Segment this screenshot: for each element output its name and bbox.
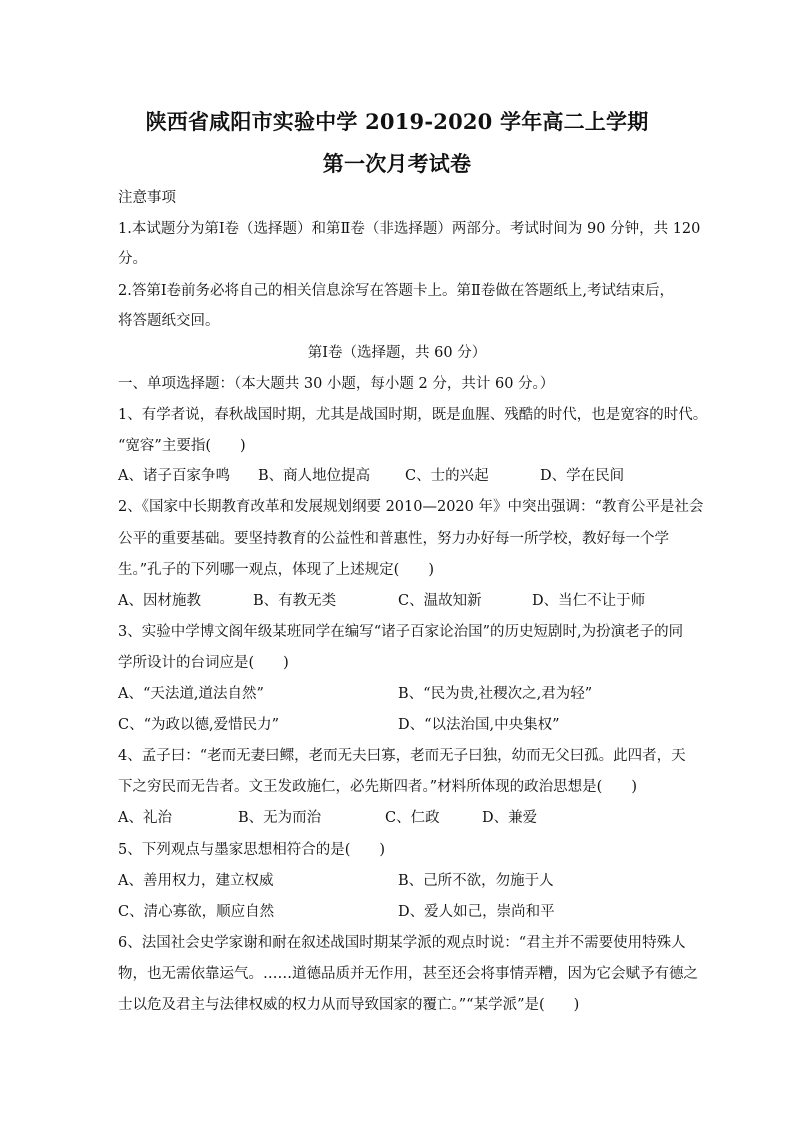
- question-2-option-a: A、因材施教: [118, 593, 201, 609]
- question-1-option-c: C、士的兴起: [405, 468, 489, 484]
- question-2-option-c: C、温故知新: [398, 593, 482, 609]
- question-3-line: 3、实验中学博文阁年级某班同学在编写“诸子百家论治国”的历史短剧时,为扮演老子的同: [118, 624, 684, 640]
- question-6-line: 物，也无需依靠运气。……道德品质并无作用，甚至还会将事情弄糟，因为它会赋予有德之: [118, 966, 698, 982]
- question-2-option-d: D、当仁不让于师: [532, 593, 646, 609]
- question-3-option-a: A、“天法道,道法自然”: [118, 686, 264, 702]
- question-5-option-d: D、爱人如己，崇尚和平: [398, 904, 555, 920]
- notes-line: 1.本试题分为第Ⅰ卷（选择题）和第Ⅱ卷（非选择题）两部分。考试时间为 90 分钟，共 120: [118, 221, 701, 237]
- section-instruction: 一、单项选择题：（本大题共 30 小题，每小题 2 分，共计 60 分。）: [118, 376, 555, 392]
- section-title: 第Ⅰ卷（选择题，共 60 分）: [307, 345, 487, 361]
- notes-heading: 注意事项: [118, 190, 176, 206]
- question-6-line: 6、法国社会史学家谢和耐在叙述战国时期某学派的观点时说：“君主并不需要使用特殊人: [118, 935, 686, 951]
- question-5-option-b: B、己所不欲，勿施于人: [398, 873, 554, 889]
- question-5-line: 5、下列观点与墨家思想相符合的是( ): [118, 842, 386, 858]
- question-3-option-d: D、“以法治国,中央集权”: [398, 717, 560, 733]
- question-4-option-a: A、礼治: [118, 810, 172, 826]
- notes-line: 2.答第Ⅰ卷前务必将自己的相关信息涂写在答题卡上。第Ⅱ卷做在答题纸上,考试结束后，: [118, 283, 675, 299]
- notes-line: 分。: [118, 251, 147, 267]
- question-3-option-c: C、“为政以德,爱惜民力”: [118, 717, 280, 733]
- question-2-option-b: B、有教无类: [253, 593, 337, 609]
- question-1-line: 1、有学者说，春秋战国时期，尤其是战国时期，既是血腥、残酷的时代，也是宽容的时代。: [118, 407, 708, 423]
- question-4-line: 下之穷民而无告者。文王发政施仁，必先斯四者。”材料所体现的政治思想是( ): [118, 779, 637, 795]
- question-4-line: 4、孟子曰：“老而无妻曰鳏，老而无夫曰寡，老而无子曰独，幼而无父曰孤。此四者，天: [118, 748, 686, 764]
- exam-title: 陕西省咸阳市实验中学 2019-2020 学年高二上学期: [145, 109, 649, 134]
- question-4-option-c: C、仁政: [385, 810, 440, 826]
- question-6-line: 士以危及君主与法律权威的权力从而导致国家的覆亡。”“某学派”是( ): [118, 997, 580, 1013]
- question-5-option-a: A、善用权力，建立权威: [118, 873, 274, 889]
- question-3-option-b: B、“民为贵,社稷次之,君为轻”: [398, 686, 593, 702]
- question-1-line: “宽容”主要指( ): [118, 438, 246, 454]
- question-2-line: 生。”孔子的下列哪一观点，体现了上述规定( ): [118, 562, 434, 578]
- question-3-line: 学所设计的台词应是( ): [118, 655, 289, 671]
- question-1-option-d: D、学在民间: [540, 468, 625, 484]
- exam-subtitle: 第一次月考试卷: [322, 151, 472, 176]
- notes-line: 将答题纸交回。: [118, 313, 220, 329]
- question-5-option-c: C、清心寡欲，顺应自然: [118, 904, 275, 920]
- question-1-option-a: A、诸子百家争鸣: [118, 468, 230, 484]
- question-1-option-b: B、商人地位提高: [258, 468, 371, 484]
- question-4-option-b: B、无为而治: [238, 810, 322, 826]
- question-2-line: 2、《国家中长期教育改革和发展规划纲要 2010—2020 年》中突出强调：“教育公平是社会: [118, 499, 704, 515]
- question-4-option-d: D、兼爱: [482, 810, 538, 826]
- question-2-line: 公平的重要基础。要坚持教育的公益性和普惠性，努力办好每一所学校，教好每一个学: [118, 531, 669, 547]
